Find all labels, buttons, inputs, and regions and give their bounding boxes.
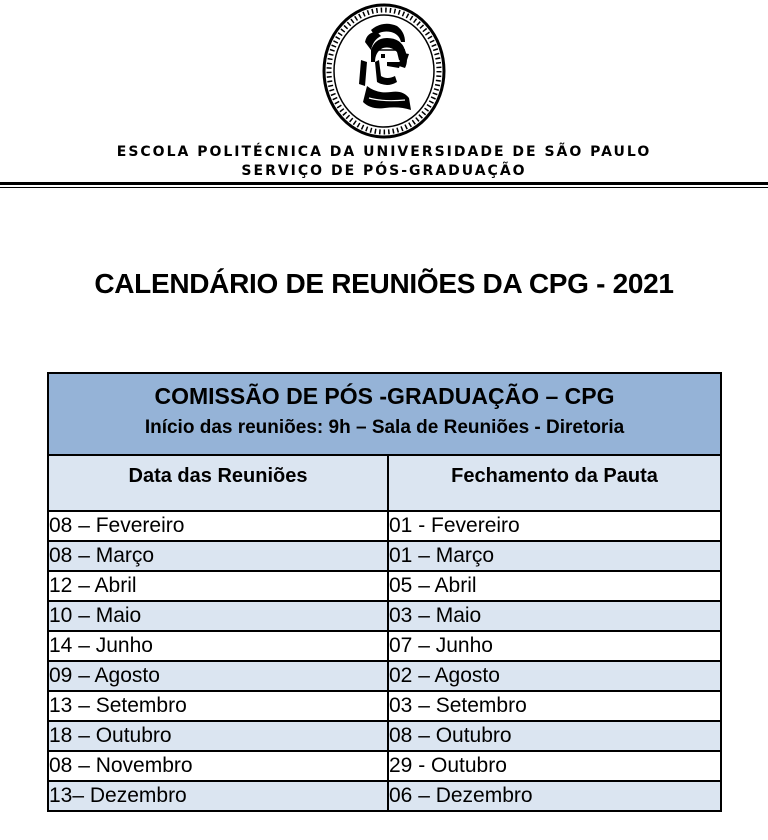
meeting-date-cell: 12 – Abril	[48, 571, 388, 601]
table-row	[48, 631, 721, 661]
meeting-date-cell: 14 – Junho	[48, 631, 388, 661]
meeting-date-cell: 18 – Outubro	[48, 721, 388, 751]
table-row	[48, 781, 721, 811]
meeting-date-cell: 13– Dezembro	[48, 781, 388, 811]
table-column-headers	[48, 455, 721, 511]
agenda-close-cell: 01 - Fevereiro	[388, 511, 721, 541]
table-subheading: Início das reuniões: 9h – Sala de Reuniões - Diretoria	[144, 417, 625, 438]
agenda-close-cell: 02 – Agosto	[388, 661, 721, 691]
meeting-date-cell: 10 – Maio	[48, 601, 388, 631]
table-main-header-cell	[48, 373, 721, 455]
table-row	[48, 601, 721, 631]
agenda-close-cell: 03 – Setembro	[388, 691, 721, 721]
column-header-agenda-close-label: Fechamento da Pauta	[451, 465, 658, 487]
agenda-close-cell: 06 – Dezembro	[388, 781, 721, 811]
meeting-date-cell: 08 – Fevereiro	[48, 511, 388, 541]
agenda-close-cell: 08 – Outubro	[388, 721, 721, 751]
meeting-calendar-table	[47, 372, 722, 812]
meeting-date-cell: 08 – Março	[48, 541, 388, 571]
escola-politecnica-seal	[321, 2, 447, 140]
agenda-close-cell: 29 - Outubro	[388, 751, 721, 781]
table-row	[48, 691, 721, 721]
service-name: SERVIÇO DE PÓS-GRADUAÇÃO	[241, 163, 527, 179]
agenda-close-cell: 03 – Maio	[388, 601, 721, 631]
table-row	[48, 511, 721, 541]
meeting-date-cell: 08 – Novembro	[48, 751, 388, 781]
table-row	[48, 721, 721, 751]
table-row	[48, 541, 721, 571]
meeting-date-cell: 13 – Setembro	[48, 691, 388, 721]
table-row	[48, 571, 721, 601]
column-header-meeting-date-label: Data das Reuniões	[128, 465, 308, 487]
column-header-meeting-date	[48, 455, 388, 511]
column-header-agenda-close	[388, 455, 721, 511]
institution-name: ESCOLA POLITÉCNICA DA UNIVERSIDADE DE SÃO PAULO	[116, 144, 652, 160]
header-rule-thick	[0, 182, 768, 185]
table-heading: COMISSÃO DE PÓS -GRADUAÇÃO – CPG	[154, 383, 615, 409]
document-title: CALENDÁRIO DE REUNIÕES DA CPG - 2021	[94, 268, 674, 299]
header-rule-thin	[0, 187, 768, 188]
agenda-close-cell: 05 – Abril	[388, 571, 721, 601]
table-row	[48, 751, 721, 781]
table-main-header	[48, 373, 721, 455]
meeting-date-cell: 09 – Agosto	[48, 661, 388, 691]
agenda-close-cell: 07 – Junho	[388, 631, 721, 661]
table-row	[48, 661, 721, 691]
agenda-close-cell: 01 – Março	[388, 541, 721, 571]
